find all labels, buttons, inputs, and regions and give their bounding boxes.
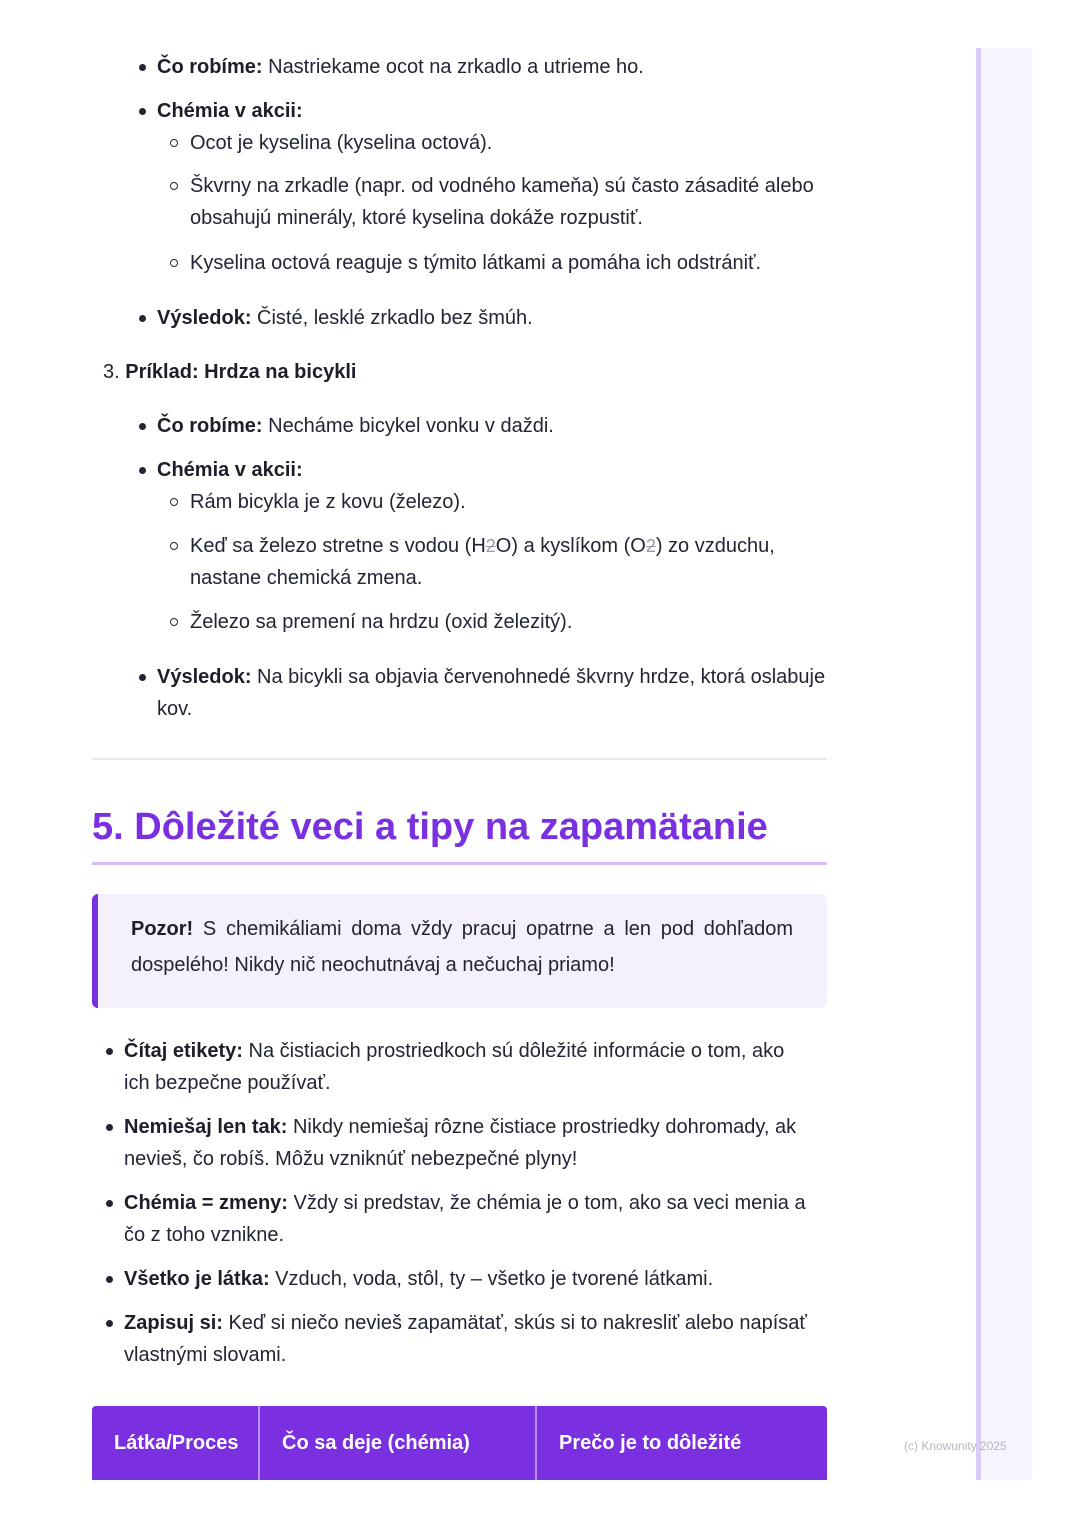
heading-underline [92,862,827,865]
sidebar-border [976,48,981,1480]
table-header-cell: Látka/Proces [114,1432,239,1454]
list-item: Nemiešaj len tak: Nikdy nemiešaj rôzne čistiace prostriedky dohromady, ak nevieš, čo robíš. Môžu vzniknúť nebezpečné plyny! [124,1111,814,1175]
right-sidebar [977,48,1032,1480]
warning-callout: Pozor! S chemikáliami doma vždy pracuj opatrne a len pod dohľadom dospelého! Nikdy nič neochutnávaj a nečuchaj priamo! [92,894,827,1008]
list-item: Výsledok: Na bicykli sa objavia červenohnedé škvrny hrdze, ktorá oslabuje kov. [157,661,837,725]
list-item: Výsledok: Čisté, lesklé zrkadlo bez šmúh. [157,302,837,334]
list-item: Chémia v akcii: [157,454,837,486]
example3-heading: 3. Príklad: Hrdza na bicykli [103,361,357,383]
list-item: Kyselina octová reaguje s týmito látkami a pomáha ich odstrániť. [190,247,830,279]
list-item: Železo sa premení na hrdzu (oxid železitý). [190,606,830,638]
list-item: Čo robíme: Nastriekame ocot na zrkadlo a utrieme ho. [157,51,837,83]
list-item: Ocot je kyselina (kyselina octová). [190,127,830,159]
section-heading: 5. Dôležité veci a tipy na zapamätanie [92,806,768,848]
list-item: Zapisuj si: Keď si niečo nevieš zapamätať, skús si to nakresliť alebo napísať vlastnými slovami. [124,1307,814,1371]
list-item: Keď sa železo stretne s vodou (H2O) a kyslíkom (O2) zo vzduchu, nastane chemická zmena. [190,530,830,594]
list-item: Čítaj etikety: Na čistiacich prostriedkoch sú dôležité informácie o tom, ako ich bezpečne používať. [124,1035,814,1099]
list-item: Čo robíme: Necháme bicykel vonku v daždi. [157,410,837,442]
table-header-cell: Prečo je to dôležité [559,1432,742,1454]
copyright-footer: (c) Knowunity 2025 [904,1439,1007,1453]
summary-table-header [92,1406,827,1480]
list-item: Všetko je látka: Vzduch, voda, stôl, ty – všetko je tvorené látkami. [124,1263,814,1295]
divider [92,758,827,760]
list-item: Rám bicykla je z kovu (železo). [190,486,830,518]
list-item: Chémia = zmeny: Vždy si predstav, že chémia je o tom, ako sa veci menia a čo z toho vznikne. [124,1187,814,1251]
list-item: Chémia v akcii: [157,95,837,127]
list-item: Škvrny na zrkadle (napr. od vodného kameňa) sú často zásadité alebo obsahujú minerály, ktoré kyselina dokáže rozpustiť. [190,170,830,234]
table-header-cell: Čo sa deje (chémia) [282,1432,470,1454]
